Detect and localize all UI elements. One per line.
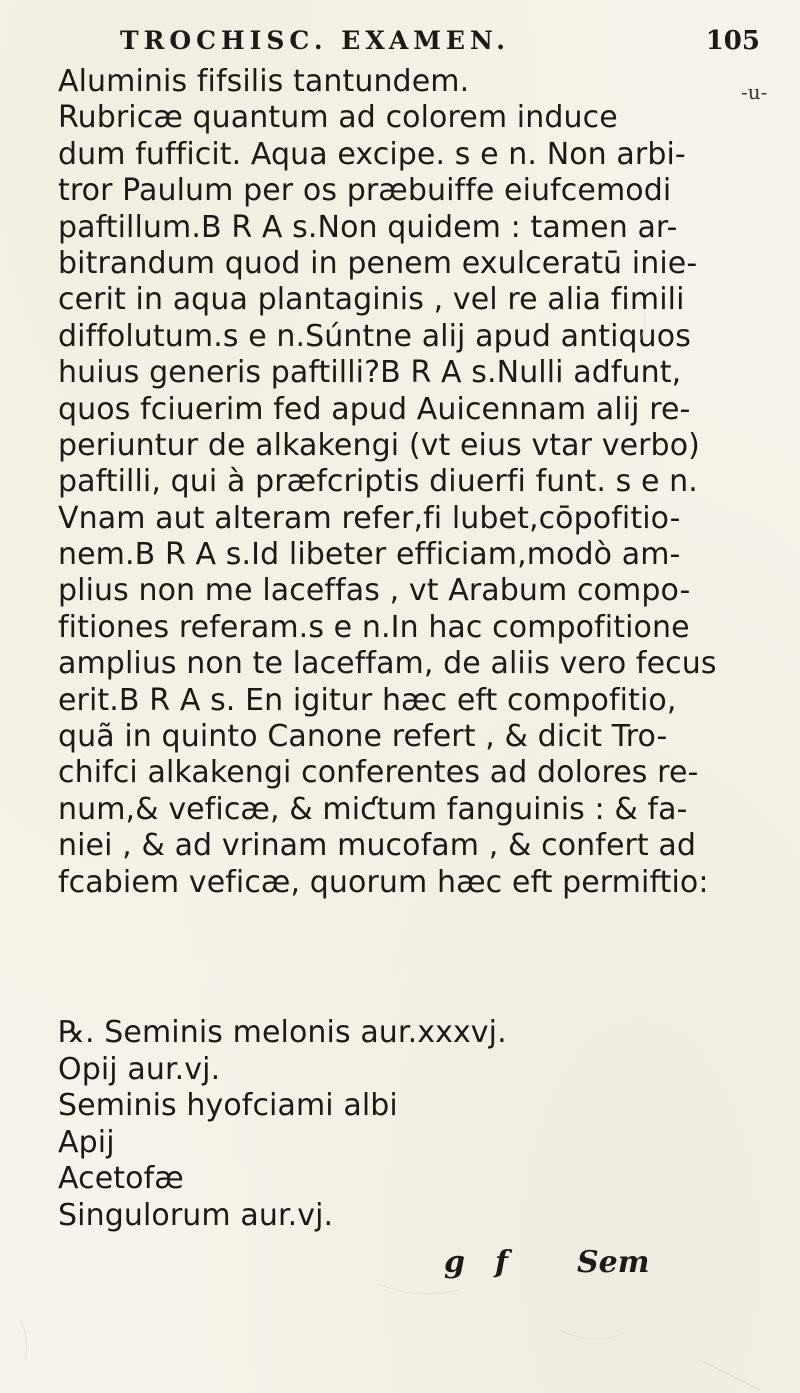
text-line: huius generis paftilli?B R A s.Nulli adfunt, <box>58 355 682 391</box>
running-head: TROCHISC. EXAMEN. <box>120 26 510 55</box>
text-line: quã in quinto Canone refert , & dicit Tro- <box>58 719 668 755</box>
text-line: amplius non te laceffam, de aliis vero fecus <box>58 646 717 682</box>
recipe-line: Singulorum aur.vj. <box>58 1197 334 1233</box>
recipe-line: Seminis hyofciami albi <box>58 1088 398 1123</box>
text-line: num,& veficæ, & miƈtum fanguinis : & fa- <box>58 791 688 827</box>
margin-mark: -u- <box>741 80 768 104</box>
text-line: diffolutum.s e n.Súntne alij apud antiquos <box>58 318 691 354</box>
recipe-line: Opij aur.vj. <box>58 1051 221 1087</box>
text-line: cerit in aqua plantaginis , vel re alia fimili <box>58 282 685 318</box>
text-line: quos fciuerim fed apud Auicennam alij re- <box>58 391 691 427</box>
page-number: 105 <box>705 26 760 56</box>
text-line: paftillum.B R A s.Non quidem : tamen ar- <box>58 209 678 245</box>
text-line: erit.B R A s. En igitur hæc eft compofitio, <box>58 682 677 718</box>
catchword: Sem <box>577 1245 650 1280</box>
text-line: fcabiem veficæ, quorum hæc eft permiftio: <box>58 864 709 900</box>
text-line: chifci alkakengi conferentes ad dolores re- <box>58 755 699 791</box>
text-line: Aluminis fifsilis tantundem. <box>58 64 470 99</box>
text-line: paftilli, qui à præfcriptis diuerfi funt. s e n. <box>58 464 698 500</box>
text-line: dum fufficit. Aqua excipe. s e n. Non arbi- <box>58 136 686 172</box>
text-line: Vnam aut alteram refer,fi lubet,cōpofitio- <box>58 500 681 536</box>
recipe-line: Acetofæ <box>58 1161 184 1196</box>
text-line: plius non me laceffas , vt Arabum compo- <box>58 573 691 609</box>
text-line: nem.B R A s.Id libeter efficiam,modò am- <box>58 537 681 573</box>
recipe-list <box>58 1015 658 1234</box>
text-line: bitrandum quod in penem exulceratū inie- <box>58 245 698 281</box>
body-text <box>58 64 758 901</box>
recipe-line: ℞. Seminis melonis aur.xxxvj. <box>58 1015 507 1050</box>
signature-mark: g <box>444 1245 465 1280</box>
text-line: fitiones referam.s e n.In hac compofitione <box>58 609 690 645</box>
text-line: tror Paulum per os præbuiffe eiufcemodi <box>58 173 672 209</box>
text-line: Rubricæ quantum ad colorem induce <box>58 100 618 136</box>
page-header <box>120 26 760 66</box>
recipe-line: Apij <box>58 1124 115 1160</box>
text-line: periuntur de alkakengi (vt eius vtar verbo) <box>58 427 700 463</box>
signature-mark: f <box>495 1245 508 1280</box>
text-line: niei , & ad vrinam mucofam , & confert ad <box>58 828 697 864</box>
